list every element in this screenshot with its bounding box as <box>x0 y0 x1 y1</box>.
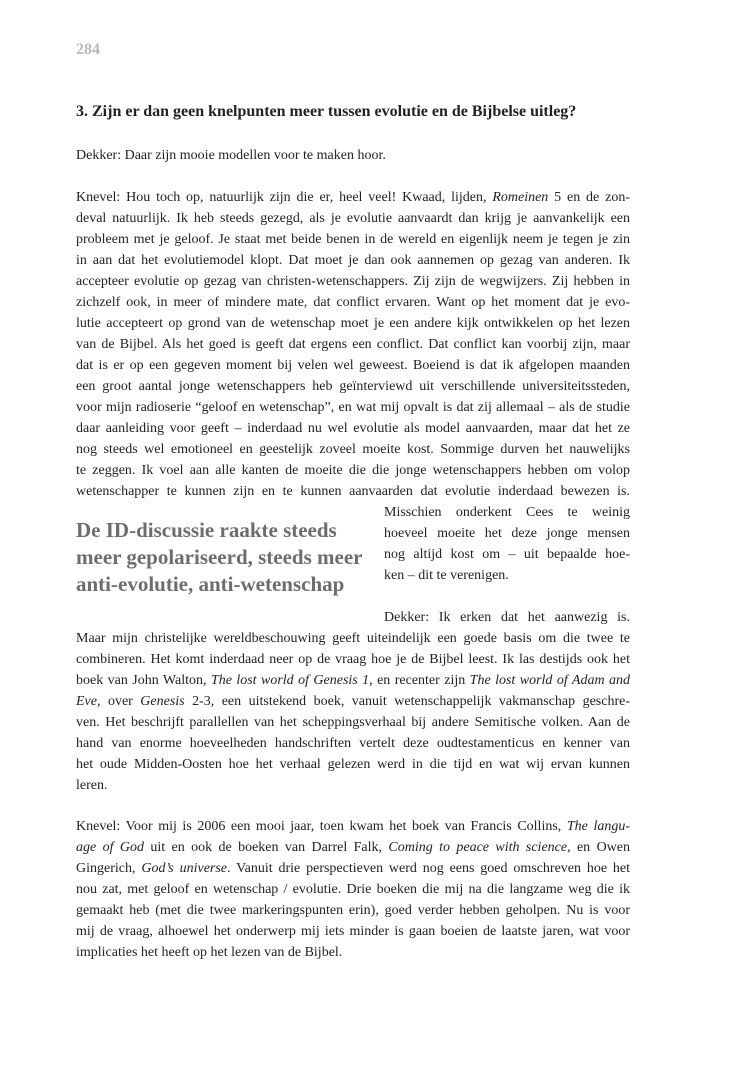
text-line: accepteer evolutie op gezag van christen-wetenschappers. Zij zijn de wegwijzers. Zij hebben in <box>76 274 630 289</box>
text-line: deval natuurlijk. Ik heb steeds gezegd, als je evolutie aanvaardt dan krijg je aanvankelijk een <box>76 211 630 226</box>
pull-quote <box>76 517 376 598</box>
italic-title: Genesis <box>140 694 185 709</box>
page-number: 284 <box>76 41 100 58</box>
italic-title: The lost world of Genesis 1 <box>210 673 370 688</box>
section-heading: 3. Zijn er dan geen knelpunten meer tussen evolutie en de Bijbelse uitleg? <box>76 103 577 120</box>
text-line: Eve, over Genesis 2-3, een uitstekend boek, vanuit wetenschappelijk vakmanschap geschre- <box>76 694 630 709</box>
text-line: van de Bijbel. Als het goed is geeft dat ergens een conflict. Dat conflict kan voorbij zijn, maar <box>76 337 630 352</box>
text-line: gemaakt heb (met die twee markeringspunten erin), goed verder hebben geholpen. Nu is voor <box>76 903 630 918</box>
text-line: nog altijd kost om – uit bepaalde hoe- <box>384 547 630 562</box>
text-line: Dekker: Ik erken dat het aanwezig is. <box>384 610 630 625</box>
text-line: wetenschapper te kunnen zijn en te kunnen aanvaarden dat evolutie inderdaad bewezen is. <box>76 484 630 499</box>
italic-title: Eve <box>76 694 97 709</box>
text-line: Gingerich, God’s universe. Vanuit drie perspectieven werd nog eens goed omschreven hoe het <box>76 861 630 876</box>
text-line: zichzelf ook, in meer of mindere mate, dat conflict ervaren. Want op het moment dat je evo- <box>76 295 630 310</box>
text-line: combineren. Het komt inderdaad neer op de vraag hoe je de Bijbel leest. Ik las destijds ook het <box>76 652 630 667</box>
text-line: een groot aantal jonge wetenschappers heb geïnterviewd uit verschillende universiteitssteden, <box>76 379 630 394</box>
italic-title: Romeinen <box>492 190 549 205</box>
text-line: mij de vraag, alhoewel het onderwerp mij iets minder is gaan boeien de laatste jaren, wat voor <box>76 924 630 939</box>
text-line: het oude Midden-Oosten hoe het verhaal gelezen werd in die tijd en wat wij ervan kunnen <box>76 757 630 772</box>
text-line: nou zat, met geloof en wetenschap / evolutie. Drie boeken die mij na die langzame weg die ik <box>76 882 630 897</box>
text-line: voor mijn radioserie “geloof en wetenschap”, en wat mij opvalt is dat zij allemaal – als de studie <box>76 400 630 415</box>
text-line: Misschien onderkent Cees te weinig <box>384 505 630 520</box>
text-line: dat is er op een gegeven moment bij velen wel geweest. Boeiend is dat ik afgelopen maanden <box>76 358 630 373</box>
text-line: ken – dit te verenigen. <box>384 568 509 583</box>
italic-title: The langu- <box>566 819 630 834</box>
text-line: Knevel: Hou toch op, natuurlijk zijn die er, heel veel! Kwaad, lijden, Romeinen 5 en de zon- <box>76 190 630 205</box>
text-line: Maar mijn christelijke wereldbeschouwing geeft uiteindelijk een goede basis om die twee te <box>76 631 630 646</box>
italic-title: age of God <box>76 840 144 855</box>
text-line: hoeveel moeite het deze jonge mensen <box>384 526 630 541</box>
text-line: Dekker: Daar zijn mooie modellen voor te maken hoor. <box>76 148 386 163</box>
italic-title: Coming to peace with science <box>388 840 568 855</box>
text-line: te zeggen. Ik voel aan alle kanten de moeite die die jonge wetenschappers hebben om volop <box>76 463 630 478</box>
text-line: boek van John Walton, The lost world of Genesis 1, en recenter zijn The lost world of Adam and <box>76 673 630 688</box>
pull-quote-line: anti-evolutie, anti-wetenschap <box>76 572 345 596</box>
text-line: daar aanleiding voor geeft – inderdaad nu wel evolutie als model aanvaarden, maar dat het ze <box>76 421 630 436</box>
pull-quote-line: meer gepolariseerd, steeds meer <box>76 545 363 569</box>
text-line: implicaties het heeft op het lezen van de Bijbel. <box>76 945 343 960</box>
text-line: age of God uit en ook de boeken van Darrel Falk, Coming to peace with science, en Owen <box>76 840 630 855</box>
text-line: Knevel: Voor mij is 2006 een mooi jaar, toen kwam het boek van Francis Collins, The langu- <box>76 819 630 834</box>
italic-title: The lost world of Adam and <box>469 673 630 688</box>
text-line: lutie accepteert op grond van de wetenschap moet je een andere kijk ontwikkelen op het lezen <box>76 316 630 331</box>
text-line: in aan dat het evolutiemodel klopt. Dat moet je dan ook aannemen op gezag van anderen. Ik <box>76 253 630 268</box>
text-line: ven. Het beschrijft parallellen van het scheppingsverhaal bij andere Semitische volken. Aan de <box>76 715 630 730</box>
pull-quote-line: De ID-discussie raakte steeds <box>76 518 337 542</box>
text-line: hand van enorme hoeveelheden handschriften vertelt deze oudtestamenticus en kenner van <box>76 736 630 751</box>
text-line: probleem met je geloof. Je staat met beide benen in de wereld en eigenlijk neem je tegen je zin <box>76 232 630 247</box>
text-line: nog steeds wel emotioneel en geestelijk zoveel moeite kost. Sommige durven het nauwelijks <box>76 442 630 457</box>
italic-title: God’s universe <box>141 861 228 876</box>
text-line: leren. <box>76 778 108 793</box>
